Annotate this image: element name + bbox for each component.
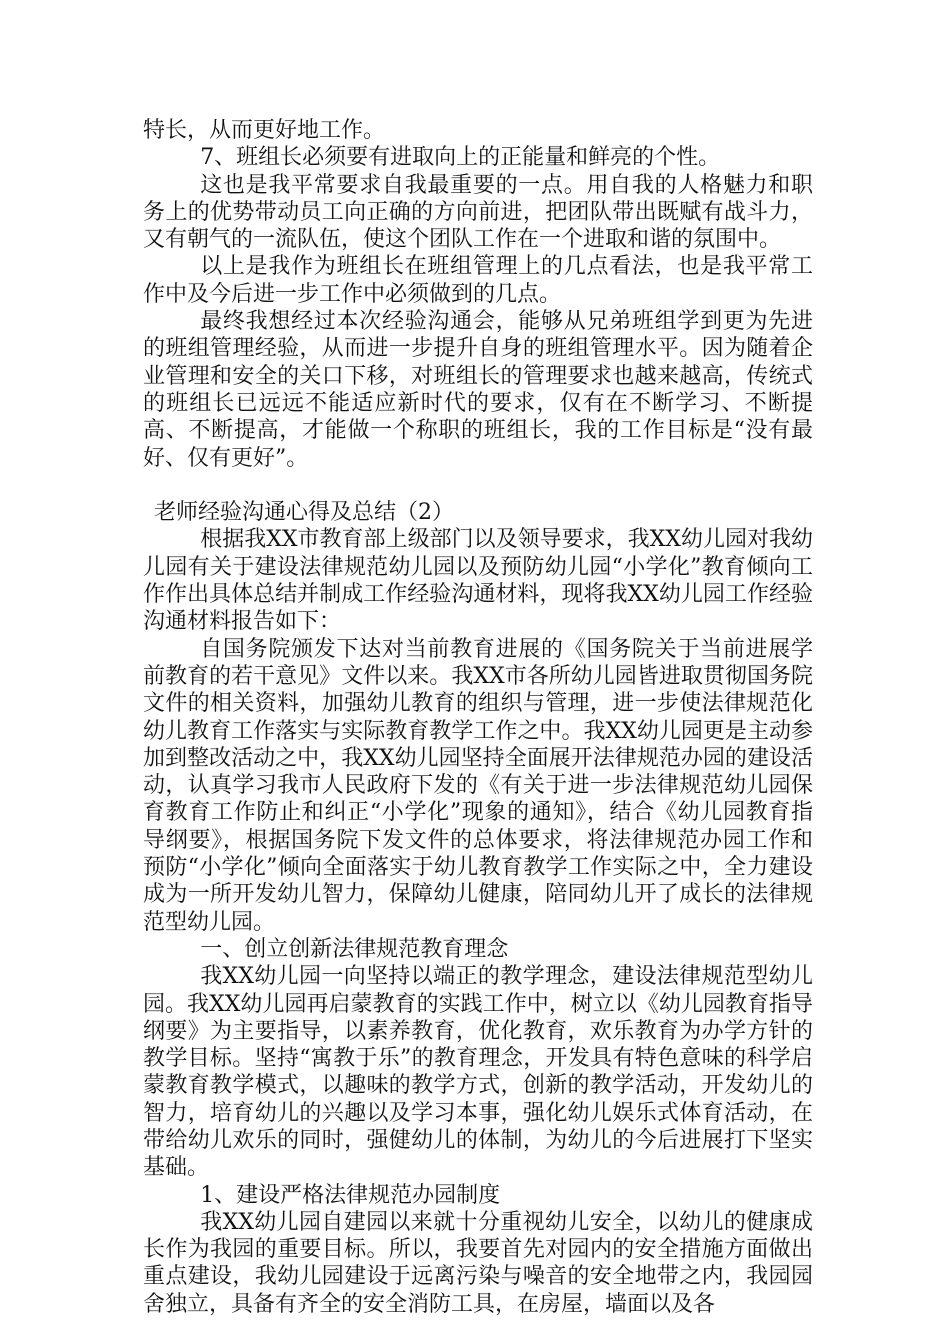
section-title: 老师经验沟通心得及总结（2） [154,500,454,526]
paragraph: 这也是我平常要求自我最重要的一点。用自我的人格魅力和职务上的优势带动员工向正确的方向前进，把团队带出既赋有战斗力，又有朝气的一流队伍，使这个团队工作在一个进取和谐的氛围中。 [143,172,813,253]
paragraph: 自国务院颁发下达对当前教育进展的《国务院关于当前进展学前教育的若干意见》文件以来。我XX市各所幼儿园皆进取贯彻国务院文件的相关资料，加强幼儿教育的组织与管理，进一步使法律规范化幼儿教育工作落实与实际教育教学工作之中。我XX幼儿园更是主动参加到整改活动之中，我XX幼儿园坚持全面展开法律规范办园的建设活动，认真学习我市人民政府下发的《有关于进一步法律规范幼儿园保育教育工作防止和纠正“小学化”现象的通知》，结合《幼儿园教育指导纲要》，根据国务院下发文件的总体要求，将法律规范办园工作和预防“小学化”倾向全面落实于幼儿教育教学工作实际之中，全力建设成为一所开发幼儿智力，保障幼儿健康，陪同幼儿开了成长的法律规范型幼儿园。 [143,636,813,935]
document-page [143,117,813,1318]
paragraph: 以上是我作为班组长在班组管理上的几点看法，也是我平常工作中及今后进一步工作中必须做到的几点。 [143,254,813,307]
paragraph: 最终我想经过本次经验沟通会，能够从兄弟班组学到更为先进的班组管理经验，从而进一步提升自身的班组管理水平。因为随着企业管理和安全的关口下移，对班组长的管理要求也越来越高，传统式的班组长已远远不能适应新时代的要求，仅有在不断学习、不断提高、不断提高，才能做一个称职的班组长，我的工作目标是“没有最好、仅有更好”。 [143,309,813,471]
paragraph: 我XX幼儿园一向坚持以端正的教学理念，建设法律规范型幼儿园。我XX幼儿园再启蒙教育的实践工作中，树立以《幼儿园教育指导纲要》为主要指导，以素养教育，优化教育，欢乐教育为办学方针的教学目标。坚持“寓教于乐”的教育理念，开发具有特色意味的科学启蒙教育教学模式，以趣味的教学方式，创新的教学活动，开发幼儿的智力，培育幼儿的兴趣以及学习本事，强化幼儿娱乐式体育活动，在带给幼儿欢乐的同时，强健幼儿的体制，为幼儿的今后进展打下坚实基础。 [143,964,813,1181]
subheading: 1、建设严格法律规范办园制度 [200,1182,501,1208]
subheading: 一、创立创新法律规范教育理念 [200,936,509,962]
paragraph: 我XX幼儿园自建园以来就十分重视幼儿安全，以幼儿的健康成长作为我园的重要目标。所以，我要首先对园内的安全措施方面做出重点建设，我幼儿园建设于远离污染与噪音的安全地带之内，我园园舍独立，具备有齐全的安全消防工具，在房屋，墙面以及各 [143,1209,813,1317]
paragraph-spacer [143,472,813,499]
paragraph: 特长，从而更好地工作。 [143,118,386,143]
paragraph: 7、班组长必须要有进取向上的正能量和鲜亮的个性。 [200,145,721,171]
paragraph: 根据我XX市教育部上级部门以及领导要求，我XX幼儿园对我幼儿园有关于建设法律规范幼儿园以及预防幼儿园“小学化”教育倾向工作作出具体总结并制成工作经验沟通材料，现将我XX幼儿园工作经验沟通材料报告如下： [143,527,813,635]
